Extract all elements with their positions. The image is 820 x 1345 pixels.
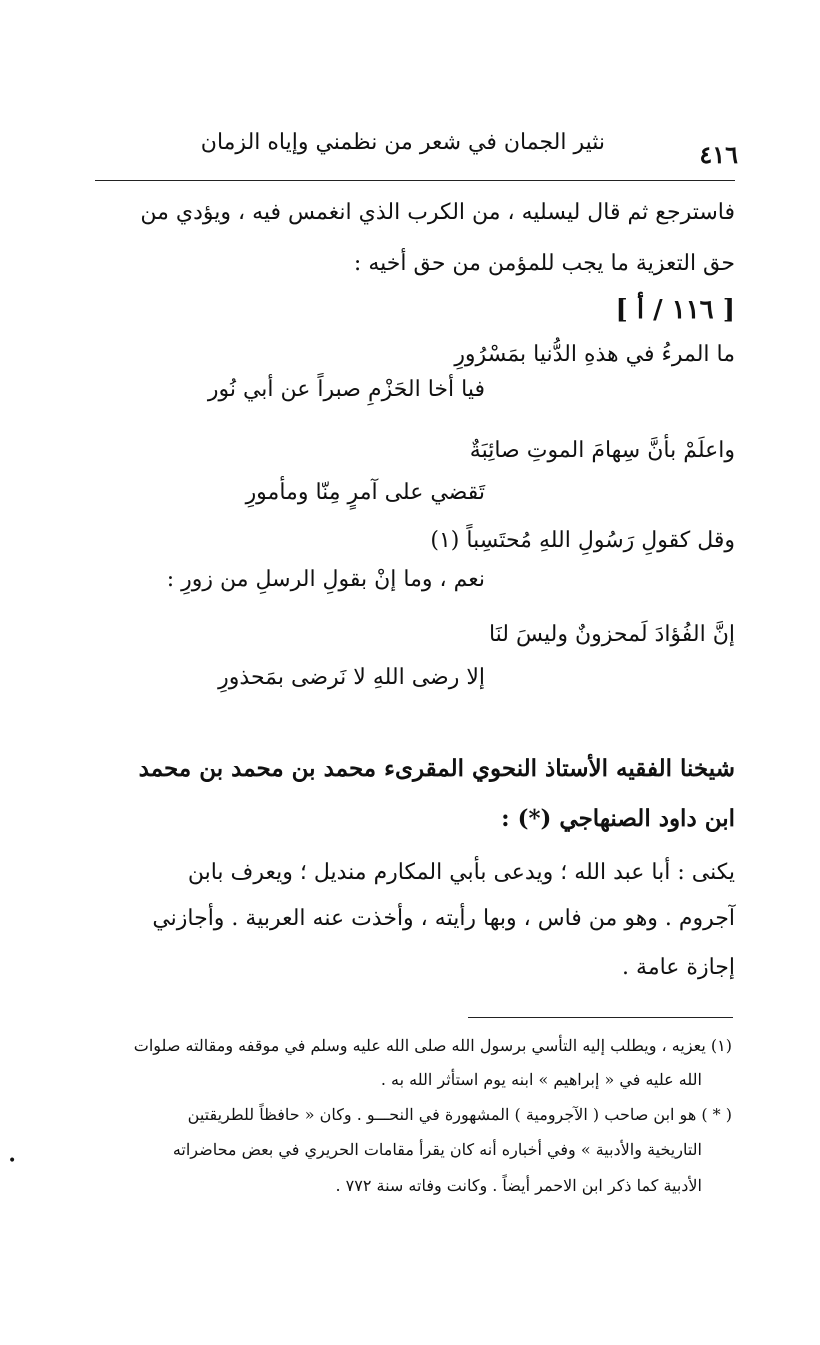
footnote-2-line-1: ( * ) هو ابن صاحب ( الآجرومية ) المشهورة في النحـــو . وكان « حافظاً للطريقتين <box>187 1105 732 1124</box>
verse-2-second-hemistich: تَقضي على آمرٍ مِنّا ومأمورِ <box>245 480 485 505</box>
footnote-rule <box>468 1017 733 1018</box>
verse-3-second-hemistich: نعم ، وما إنْ بقولِ الرسلِ من زورِ : <box>166 567 485 592</box>
footnote-1-line-1: (١) يعزيه ، ويطلب إليه التأسي برسول الله صلى الله عليه وسلم في موقفه ومقالته صلوات <box>133 1036 732 1055</box>
biography-line-2: آجروم . وهو من فاس ، وبها رأيته ، وأخذت عنه العربية . وأجازني <box>152 906 735 931</box>
footnote-2-line-2: التاريخية والأدبية » وفي أخباره أنه كان يقرأ مقامات الحريري في بعض محاضراته <box>172 1140 702 1159</box>
intro-line-2: حق التعزية ما يجب للمؤمن من حق أخيه : <box>353 251 735 276</box>
margin-mark: • <box>8 1153 17 1169</box>
biography-heading-line-1: شيخنا الفقيه الأستاذ النحوي المقرىء محمد بن محمد بن محمد <box>138 755 735 782</box>
header-rule <box>95 180 735 181</box>
verse-2-first-hemistich: واعلَمْ بأنَّ سِهامَ الموتِ صائِبَةٌ <box>469 438 735 463</box>
page-number: ٤١٦ <box>699 140 738 169</box>
verse-1-second-hemistich: فيا أخا الحَزْمِ صبراً عن أبي نُور <box>207 377 485 402</box>
folio-marker: [ ١١٦ / أ ] <box>615 295 735 325</box>
biography-line-3: إجازة عامة . <box>622 955 735 980</box>
biography-line-1: يكنى : أبا عبد الله ؛ ويدعى بأبي المكارم منديل ؛ ويعرف بابن <box>187 860 735 885</box>
verse-1-first-hemistich: ما المرءُ في هذهِ الدُّنيا بمَسْرُورِ <box>454 342 735 367</box>
footnote-2-line-3: الأدبية كما ذكر ابن الاحمر أيضاً . وكانت وفاته سنة ٧٧٢ . <box>335 1176 702 1195</box>
biography-heading-line-2: ابن داود الصنهاجي (*) : <box>501 805 735 832</box>
verse-4-second-hemistich: إلا رضى اللهِ لا نَرضى بمَحذورِ <box>218 665 485 690</box>
verse-3-first-hemistich: وقل كقولِ رَسُولِ اللهِ مُحتَسِباً (١) <box>430 528 735 553</box>
running-title: نثير الجمان في شعر من نظمني وإياه الزمان <box>200 130 605 155</box>
footnote-1-line-2: الله عليه في « إبراهيم » ابنه يوم استأثر الله به . <box>380 1070 702 1089</box>
verse-4-first-hemistich: إنَّ الفُؤادَ لَمحزونٌ وليسَ لنَا <box>488 622 735 647</box>
intro-line-1: فاسترجع ثم قال ليسليه ، من الكرب الذي انغمس فيه ، ويؤدي من <box>140 200 735 225</box>
